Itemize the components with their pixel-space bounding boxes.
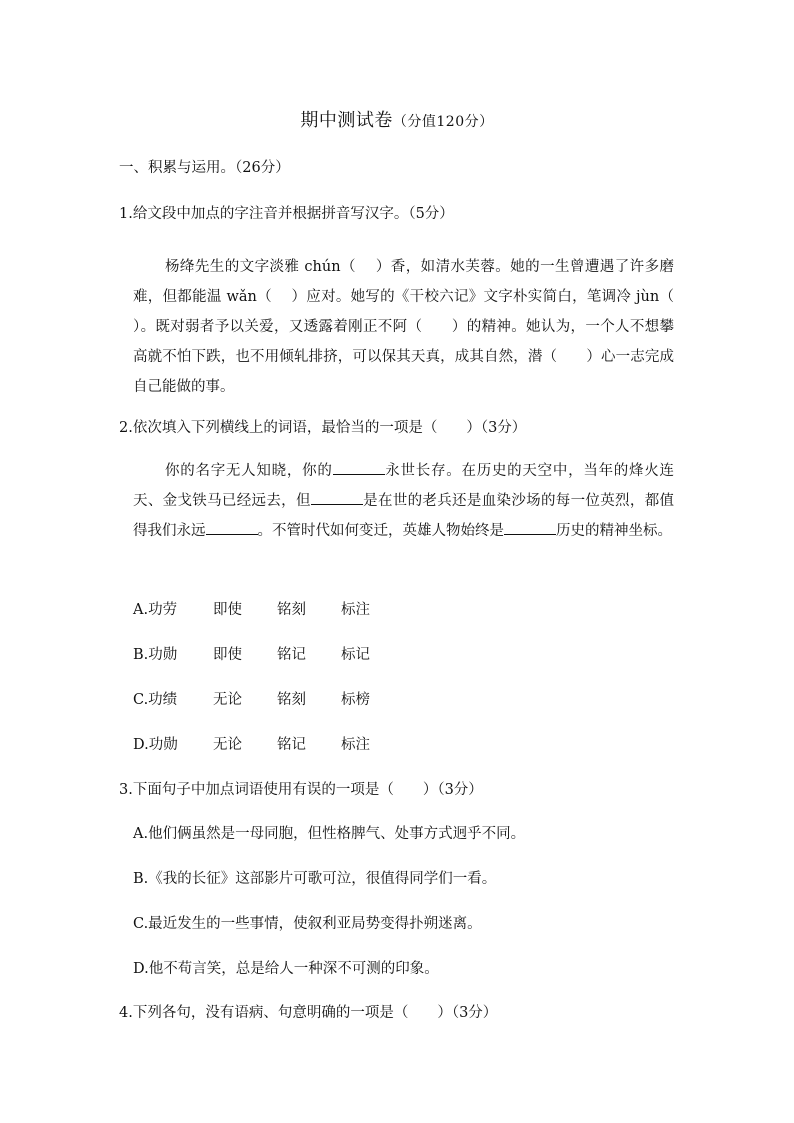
question-2-option-c: C.功绩 无论 铭刻 标榜	[133, 692, 370, 708]
fill-blank	[504, 520, 556, 535]
question-3-stem: 3.下面句子中加点词语使用有误的一项是（ ）（3分）	[119, 782, 483, 798]
title-sub: （分值120分）	[392, 114, 494, 130]
title-main: 期中测试卷	[300, 110, 393, 131]
question-3-option-a: A.他们俩虽然是一母同胞，但性格脾气、处事方式迥乎不同。	[133, 826, 526, 842]
question-2-option-b: B.功勋 即使 铭记 标记	[133, 647, 370, 663]
question-2-option-d: D.功勋 无论 铭记 标注	[133, 737, 370, 753]
question-1-passage: 杨绛先生的文字淡雅 chún（ ）香，如清水芙蓉。她的一生曾遭遇了许多磨难，但都能温 wǎn（ ）应对。她写的《干校六记》文字朴实简白，笔调冷 jùn（ ）。既对弱者予以关爱，又透露着刚正不阿（ ）的精神。她认为，一个人不想攀高就不怕下跌，也不用倾轧排挤，可以保其天真，成其自然，潜（ ）心一志完成自己能做的事。	[133, 259, 694, 395]
fill-blank	[333, 460, 385, 475]
question-1-stem: 1.给文段中加点的字注音并根据拼音写汉字。（5分）	[119, 206, 454, 222]
question-4-stem: 4.下列各句，没有语病、句意明确的一项是（ ）（3分）	[119, 1005, 498, 1021]
question-2-option-a: A.功劳 即使 铭刻 标注	[133, 602, 370, 618]
question-2-stem: 2.依次填入下列横线上的词语，最恰当的一项是（ ）（3分）	[119, 420, 527, 436]
section-heading: 一、积累与运用。（26分）	[119, 160, 290, 176]
question-3-option-d: D.他不苟言笑，总是给人一种深不可测的印象。	[133, 961, 439, 977]
fill-blank	[311, 490, 363, 505]
page-title	[0, 106, 794, 132]
fill-blank	[206, 520, 258, 535]
question-3-option-c: C.最近发生的一些事情，使叙利亚局势变得扑朔迷离。	[133, 916, 482, 932]
question-3-option-b: B.《我的长征》这部影片可歌可泣，很值得同学们一看。	[133, 871, 497, 887]
question-2-passage: 你的名字无人知晓，你的 永世长存。在历史的天空中，当年的烽火连天、金戈铁马已经远去，但 是在世的老兵还是血染沙场的每一位英烈，都值得我们永远 。不管时代如何变迁，英雄人物始终是 历史的精神坐标。	[133, 456, 674, 546]
